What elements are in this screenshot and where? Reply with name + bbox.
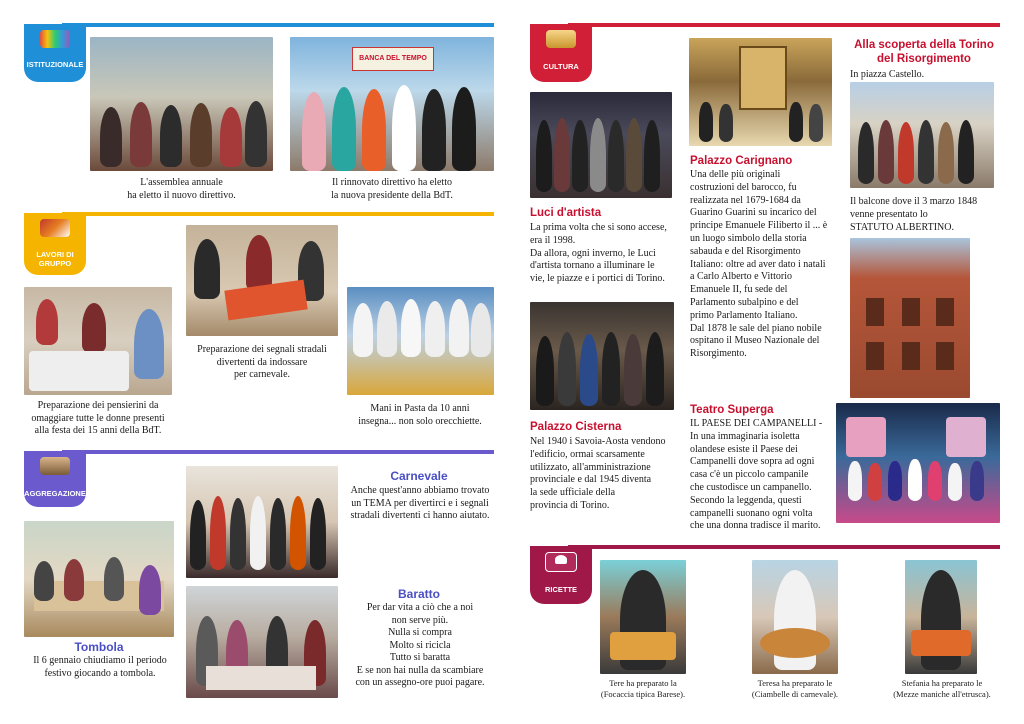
istituzionale-rule bbox=[62, 23, 494, 27]
piazza-castello-photo bbox=[850, 82, 994, 188]
mani-in-pasta-photo bbox=[347, 287, 494, 395]
pensierini-photo bbox=[24, 287, 172, 395]
lavori-label-line1: LAVORI DI bbox=[36, 250, 74, 259]
tombola-title: Tombola bbox=[74, 640, 124, 654]
palazzo-cisterna-title: Palazzo Cisterna bbox=[530, 421, 622, 433]
ricette-rule bbox=[568, 545, 1000, 549]
tombola-photo bbox=[24, 521, 174, 637]
book-icon bbox=[546, 30, 576, 48]
palazzo-cisterna-photo bbox=[530, 302, 674, 410]
mezze-maniche-caption: Stefania ha preparato le (Mezze maniche all'etrusca). bbox=[893, 678, 991, 699]
focaccia-caption: Tere ha preparato la (Focaccia tipica Barese). bbox=[600, 678, 686, 699]
carnevale-photo bbox=[186, 466, 338, 578]
lavori-label-line2: GRUPPO bbox=[38, 259, 72, 268]
baratto-title: Baratto bbox=[397, 587, 440, 601]
direttivo-photo bbox=[290, 37, 494, 171]
scissors-tools-icon bbox=[40, 219, 70, 237]
segnali-caption: Preparazione dei segnali stradali divertenti da indossare per carnevale. bbox=[197, 344, 327, 380]
group-photo-icon bbox=[40, 457, 70, 475]
luci-artista-text: La prima volta che si sono accese, era il 1998. Da allora, ogni inverno, le Luci d'artista tornano a illuminare le vie, le piazze e i portici di Torino. bbox=[530, 222, 667, 285]
pensierini-caption: Preparazione dei pensierini da omaggiare tutte le donne presenti alla festa dei 15 anni della BdT. bbox=[31, 400, 165, 436]
assemblea-photo bbox=[90, 37, 273, 171]
aggregazione-label: AGGREGAZIONE bbox=[24, 489, 86, 498]
palazzo-carignano-title: Palazzo Carignano bbox=[690, 155, 793, 167]
assemblea-caption: L'assemblea annuale ha eletto il nuovo direttivo. bbox=[127, 177, 236, 201]
teatro-superga-photo bbox=[836, 403, 1000, 523]
mani-in-pasta-caption: Mani in Pasta da 10 anni insegna... non solo orecchiette. bbox=[358, 403, 482, 427]
ricette-label: RICETTE bbox=[544, 585, 578, 594]
people-group-icon bbox=[40, 30, 70, 48]
segnali-photo bbox=[186, 225, 338, 336]
aggregazione-badge bbox=[24, 451, 86, 507]
luci-artista-title: Luci d'artista bbox=[530, 207, 602, 219]
palazzo-carignano-photo bbox=[689, 38, 832, 146]
chef-hat-icon bbox=[545, 552, 577, 572]
lavori-badge bbox=[24, 213, 86, 275]
balcone-text: Il balcone dove il 3 marzo 1848 venne presentato lo STATUTO ALBERTINO. bbox=[850, 196, 978, 233]
banca-del-tempo-banner: BANCA DEL TEMPO bbox=[352, 47, 434, 71]
lavori-rule bbox=[62, 212, 494, 216]
istituzionale-label: ISTITUZIONALE bbox=[26, 60, 84, 69]
piazza-castello-label: In piazza Castello. bbox=[850, 69, 925, 80]
ciambelle-caption: Teresa ha preparato le (Ciambelle di carnevale). bbox=[751, 678, 839, 699]
palazzo-carignano-text: Una delle più originali costruzioni del barocco, fu realizzata nel 1679-1684 da Guarino Guarini su incarico del principe Emanuele Filiberto il ... è un luogo simbolo della storia sabauda e del Risorgimento Italiano: oltre ad aver dato i natali a Carlo Alberto e Vittorio Emanuele II, fu sede del Parlamento subalpino e del primo Parlamento Italiano. Dal 1878 le sale del piano nobile ospitano il Museo Nazionale del Risorgimento. bbox=[690, 169, 828, 360]
risorgimento-title: Alla scoperta della Torino del Risorgimento bbox=[854, 39, 994, 66]
teatro-superga-title: Teatro Superga bbox=[690, 404, 774, 416]
baratto-photo bbox=[186, 586, 338, 698]
mezze-maniche-photo bbox=[905, 560, 977, 674]
focaccia-photo bbox=[600, 560, 686, 674]
luci-artista-photo bbox=[530, 92, 672, 198]
istituzionale-badge bbox=[24, 24, 86, 82]
tombola-text: Il 6 gennaio chiudiamo il periodo festivo giocando a tombola. bbox=[33, 655, 167, 679]
ricette-badge bbox=[530, 546, 592, 604]
palazzo-cisterna-text: Nel 1940 i Savoia-Aosta vendono l'edificio, ormai scarsamente utilizzato, all'amministrazione provinciale e dal 1945 diventa la sede ufficiale della provincia di Torino. bbox=[530, 436, 666, 511]
cultura-rule bbox=[568, 23, 1000, 27]
cultura-badge bbox=[530, 24, 592, 82]
carnevale-title: Carnevale bbox=[390, 469, 448, 483]
ciambelle-photo bbox=[752, 560, 838, 674]
baratto-text: Per dar vita a ciò che a noi non serve più. Nulla si compra Molto si ricicla Tutto si baratta E se non hai nulla da scambiare con un assegno-ore puoi pagare. bbox=[355, 602, 485, 688]
teatro-superga-text: IL PAESE DEI CAMPANELLI - In una immaginaria isoletta olandese esiste il Paese dei Campanelli dove sopra ad ogni casa c'è un piccolo campanile che custodisce un campanello. Secondo la leggenda, questi campanelli suonano ogni volta che una donna tradisce il marito. bbox=[690, 418, 823, 532]
cultura-label: CULTURA bbox=[543, 62, 579, 71]
carnevale-text: Anche quest'anno abbiamo trovato un TEMA per divertirci e i segnali stradali divertenti ci hanno aiutato. bbox=[350, 485, 490, 521]
balcone-photo bbox=[850, 238, 970, 398]
aggregazione-rule bbox=[62, 450, 494, 454]
direttivo-caption: Il rinnovato direttivo ha eletto la nuova presidente della BdT. bbox=[331, 177, 453, 201]
